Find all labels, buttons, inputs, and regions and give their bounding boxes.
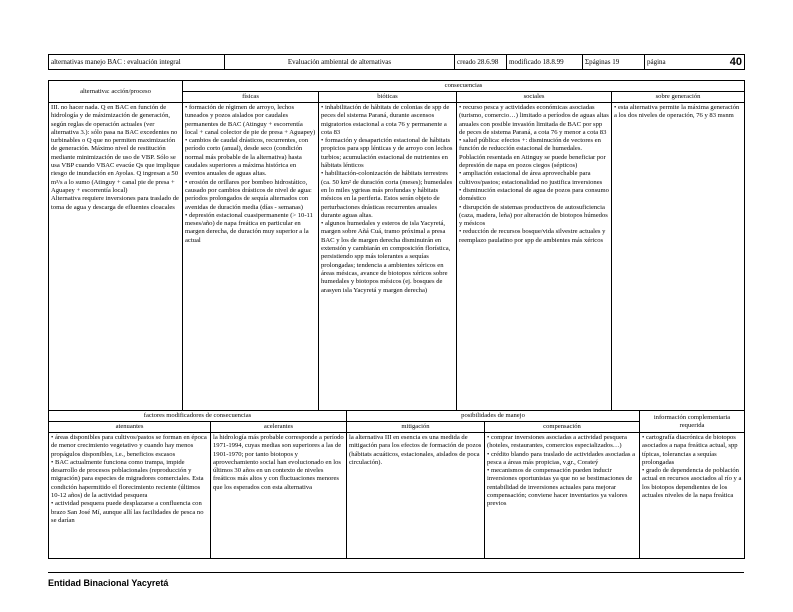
attenuating-cell: • áreas disponibles para cultivos/pastos se forman en época de menor crecimiento vegetativo y cuando hay menos propágulos disponibles, i.e., beneficios escasos • BAC actualmente funciona como trampa, impide desarrollo de procesos poblacionales (reproducción y migración) para especies de migradores comerciales. Esta condición hapermitido el florecimiento reciente (últimos 10-12 años) de la actividad pesquera • actividad pesquera puede desplazarse a confluencia con brazo San José Mí, aunque allí las facilidades de pesca no se darían — [49, 433, 211, 559]
accelerating-header: acelerantes — [211, 422, 347, 433]
physical-header: físicas — [183, 92, 319, 103]
consequences-table — [48, 80, 745, 411]
info-header: información complementaria requerida — [640, 411, 745, 433]
mitigation-cell: la alternativa III en esencia es una medida de mitigación para los efectos de formación de pozos (hábitats acuáticos, estacionales, aislados de poca circulación). — [347, 433, 485, 559]
physical-cell: • formación de régimen de arroyo, lechos tuneados y pozos aislados por caudales permanentes de BAC (Atinguy + escorrentía local + canal colector de pie de presa + Aguapey) • cambios de caudal drásticos, recurrentes, con período corto (anual), desde seco (condición normal más probable de la alternativa) hasta caudales superiores a máxima histórica en eventos anuales de aguas altas. • erosión de orillares por bombeo hidrostático, causado por cambios drásticos de nivel de agua: períodos prolongados de sequía alternados con avenidas de duración media (días - semanas) • depresión estacional cuasipermanente (> 10-11 meses/año) de napa freática en particular en margen derecha, de duración muy superior a la actual — [183, 103, 319, 411]
generation-cell: • esta alternativa permite la máxima generación a los dos niveles de operación, 76 y 83 msnm — [612, 103, 745, 411]
social-header: sociales — [457, 92, 612, 103]
mitigation-header: mitigación — [347, 422, 485, 433]
modified-date: 18.8.99 — [542, 58, 564, 66]
page-label: página — [645, 55, 695, 70]
factors-header: factores modificadores de consecuencias — [49, 411, 347, 422]
compensation-cell: • comprar inversiones asociadas a actividad pesquera (hoteles, restaurantes, comercios especializados…) • crédito blando para traslado de actividades asociadas a pesca a áreas más propicias, v.gr., Corateý • mecanismos de compensación pueden inducir inversiones oportunistas ya que no se bestimaciones de rentabilidad de inversiones actuales para mejorar compensación; conviene hacer inventarios ya valores previos — [485, 433, 640, 559]
management-table — [48, 410, 745, 559]
created-field — [455, 55, 507, 70]
created-label: creado — [457, 58, 476, 66]
footer-divider — [48, 572, 744, 573]
attenuating-header: atenuantes — [49, 422, 211, 433]
modified-field — [507, 55, 583, 70]
pages-total: Σpáginas 19 — [583, 55, 645, 70]
accelerating-cell: la hidrología más probable corresponde a período 1971-1994, cuyas medias son superiores a las de 1901-1970; por tanto biotopos y aprovechamiento social han evolucionado en los últimos 30 años en un contexto de niveles freáticos más altos y con fluctuaciones menores que los esperados con esta alternativa — [211, 433, 347, 559]
biotic-header: bióticas — [319, 92, 457, 103]
footer-organization: Entidad Binacional Yacyretá — [48, 578, 169, 588]
section-title: alternativas manejo BAC : evaluación integral — [49, 55, 225, 70]
action-cell: III. no hacer nada. Q en BAC en función de hidrología y de máximización de generación, según reglas de operación actuales (ver alternativa 3.): sólo pasa na BAC excedentes no turbinables o Q que no permiten maximización de generación. Máximo nivel de restitución mediante minimización de uso de VBP. Sólo se usa VBP cuando VBAC evacúe Qs que implique riesgo de inundación en Ayolas. Q ingresan a 50 m³/s a lo sumo (Atinguy + canal pie de presa + Aguapey + escorrentía local) Alternativa requiere inversiones para traslado de toma de agua y descarga de efluentes cloacales — [49, 103, 183, 411]
action-header: alternativa: acción/proceso — [49, 81, 183, 103]
biotic-cell: • inhabilitación de hábitats de colonias de spp de peces del sistema Paraná, durante ascensos migratorios estacional a cota 76 y permanente a cota 83 • formación y desaparición estacional de hábitats propicios para spp lénticas y de arroyo con lechos turbios; acumulación estacional de nutrientes en hábitats lénticos • habilitación-colonización de hábitats terrestres (ca. 50 km² de duración corta (meses); humedales en lo miles ygrieas más profundas y hábitats mésicos en la periferia. Estos serán objeto de perturbaciones drásticas recurrentes anuales durante aguas altas. • algunos humedales y esteros de isla Yacyretá, margen sobre Añá Cuá, tramo próximal a presa BAC y los de margen derecha disminuirán en extensión y cambiarán en composición florística, persistiendo spp más tolerantes a sequías prolongadas; tendencia a ambientes xéricos en áreas mésicas, avance de biotopos xéricos sobre humedales y biotopos mésicos (ej. bosques de arasyen isla Yacyretá y margen derecha) — [319, 103, 457, 411]
management-header: posibilidades de manejo — [347, 411, 640, 422]
consequences-header: consecuencias — [183, 81, 745, 92]
document-header — [48, 54, 745, 70]
generation-header: sobre generación — [612, 92, 745, 103]
compensation-header: compensación — [485, 422, 640, 433]
modified-label: modificado — [509, 58, 541, 66]
created-date: 28.6.98 — [477, 58, 499, 66]
info-cell: • cartografía diacrónica de biotopos asociados a napa freática actual, spp típicas, tolerancias a sequías prolongadas • grado de dependencia de población actual en recursos asociados al río y a los biotopos dependientes de los actuales niveles de la napa freática — [640, 433, 745, 559]
social-cell: • recurso pesca y actividades económicas asociadas (turismo, comercio…) limitado a períodos de aguas altas anuales con posible invasión limitada de BAC por spp de peces de sistema Paraná, a cota 76 y menor a cota 83 • salud pública: efectos +: disminución de vectores en función de reducción estacional de humedales. Población resentada en Atinguy se puede beneficiar por depresión de napa en pozos ciegos (sépticos) • ampliación estacional de área aprovechable para cultivos/pastos; estacionalidad no justifica inversiones • disminución estacional de agua de pozos para consumo doméstico • disrupción de sistemas productivos de autosuficiencia (caza, madera, leña) por alteración de biotopos húmedos y mésicos • reducción de recursos bosque/vida silvestre actuales y reemplazo paulatino por spp de ambientes más xéricos — [457, 103, 612, 411]
page-number: 40 — [695, 55, 745, 70]
document-title: Evaluación ambiental de alternativas — [225, 55, 455, 70]
